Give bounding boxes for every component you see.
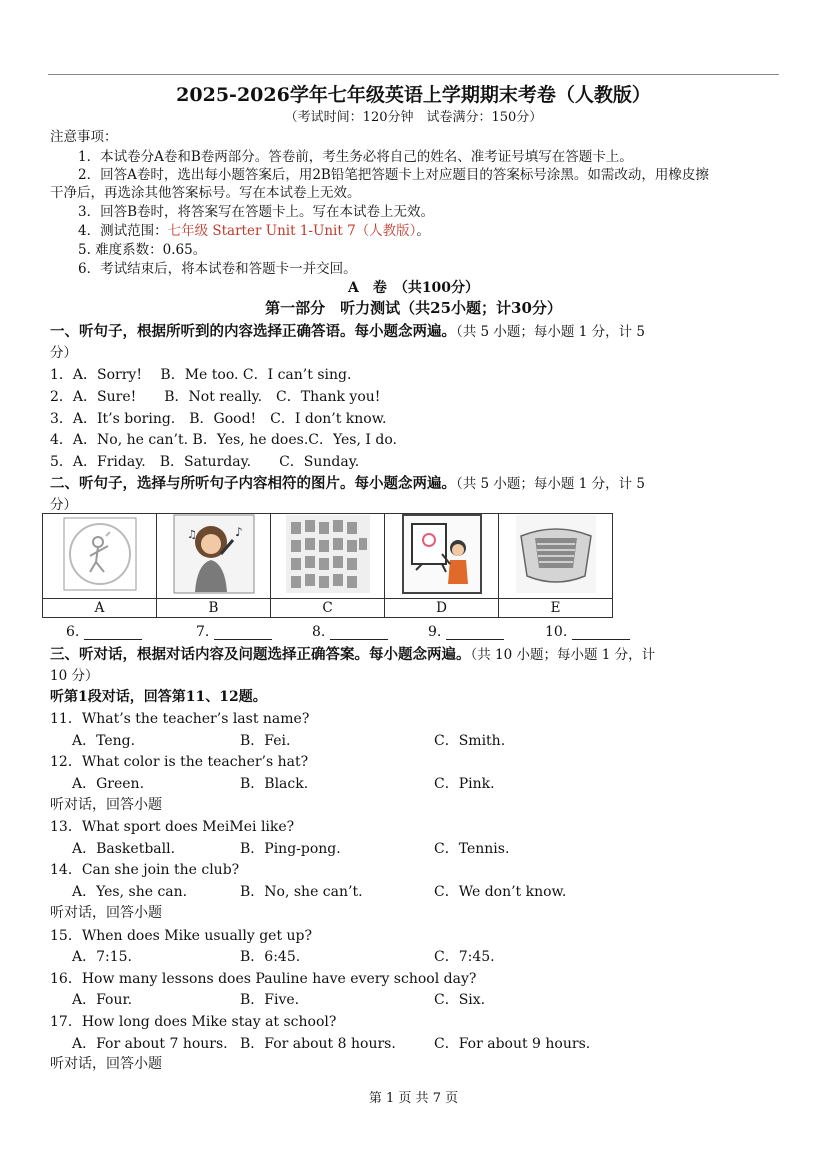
q13-option-b[interactable]: B．Ping-pong. [240,841,341,857]
picture-table [42,513,613,618]
picture-e [499,514,613,599]
q14-option-a[interactable]: A．Yes, she can. [72,884,188,900]
q15-option-b[interactable]: B．6:45. [240,949,301,965]
q11-option-c[interactable]: C．Smith. [434,733,506,749]
listen-heading-b: 听对话，回答小题 [50,905,162,921]
exam-info: （考试时间：120分钟 试卷满分：150分） [284,110,543,125]
answer-blank-10[interactable] [545,624,630,640]
blank-line-7[interactable] [214,625,272,640]
picture-c [271,514,385,599]
volume-a-heading: A 卷 （共100分） [347,280,480,296]
section3-note-cont: 10 分） [50,668,99,684]
q17-option-b[interactable]: B．For about 8 hours. [240,1036,396,1052]
question-14: 14．Can she join the club? [50,862,240,878]
note-4-suffix: 。 [416,223,430,239]
question-2: 2．A．Sure! B．Not really. C．Thank you! [50,389,381,405]
picture-label-c: C [271,599,385,618]
q15-option-c[interactable]: C．7:45. [434,949,495,965]
blank-number-10: 10. [545,624,568,640]
section1-note: （共 5 小题；每小题 1 分，计 5 [456,324,645,340]
blank-line-6[interactable] [84,625,142,640]
notes-heading: 注意事项： [50,129,118,145]
answer-blank-8[interactable] [312,624,388,640]
blank-line-8[interactable] [330,625,388,640]
q11-option-b[interactable]: B．Fei. [240,733,291,749]
question-15: 15．When does Mike usually get up? [50,928,313,944]
drum-icon [515,514,597,594]
q13-option-a[interactable]: A．Basketball. [72,841,176,857]
section3-title-text: 三、听对话，根据对话内容及问题选择正确答案。每小题念两遍。 [50,646,471,663]
q12-option-a[interactable]: A．Green. [72,776,145,792]
q12-option-c[interactable]: C．Pink. [434,776,495,792]
blank-line-10[interactable] [572,625,630,640]
section1-note-cont: 分） [50,345,77,361]
section2-title [50,472,645,493]
part1-heading: 第一部分 听力测试（共25小题；计30分） [265,299,562,317]
blank-number-7: 7. [196,624,210,640]
section3-note: （共 10 小题；每小题 1 分，计 [470,647,656,663]
q14-option-b[interactable]: B．No, she can’t. [240,884,363,900]
note-2a: 2．回答A卷时，选出每小题答案后，用2B铅笔把答题卡上对应题目的答案标号涂黑。如需改动，用橡皮擦 [78,167,709,183]
section1-title-text: 一、听句子，根据所听到的内容选择正确答语。每小题念两遍。 [50,323,456,340]
test-range: 七年级 Starter Unit 1-Unit 7（人教版） [167,223,417,239]
letters-icon [285,514,371,594]
section1-title [50,320,645,341]
header-rule [48,74,779,75]
note-6: 6．考试结束后，将本试卷和答题卡一并交回。 [78,261,357,277]
note-4 [78,219,430,239]
blank-line-9[interactable] [446,625,504,640]
question-12: 12．What color is the teacher’s hat? [50,754,309,770]
q17-option-a[interactable]: A．For about 7 hours. [72,1036,228,1052]
note-2b: 干净后，再选涂其他答案标号。写在本试卷上无效。 [50,185,361,201]
q13-option-c[interactable]: C．Tennis. [434,841,510,857]
painting-icon [402,514,482,594]
q16-option-a[interactable]: A．Four. [72,992,133,1008]
svg-text:♪: ♪ [234,525,243,539]
picture-b [157,514,271,599]
dialog-1-heading: 听第1段对话，回答第11、12题。 [50,689,267,705]
note-5: 5. 难度系数：0.65。 [78,242,207,258]
q17-option-c[interactable]: C．For about 9 hours. [434,1036,591,1052]
section2-note-cont: 分） [50,497,77,513]
question-5: 5．A．Friday. B．Saturday. C．Sunday. [50,454,360,470]
q14-option-c[interactable]: C．We don’t know. [434,884,567,900]
question-17: 17．How long does Mike stay at school? [50,1014,337,1030]
section2-note: （共 5 小题；每小题 1 分，计 5 [456,476,645,492]
question-4: 4．A．No, he can’t. B．Yes, he does.C．Yes, I do. [50,432,397,448]
question-11: 11．What’s the teacher’s last name? [50,711,310,727]
q16-option-b[interactable]: B．Five. [240,992,300,1008]
picture-a [43,514,157,599]
blank-number-6: 6. [66,624,80,640]
note-4-prefix: 4．测试范围： [78,223,168,239]
page-title: 2025-2026学年七年级英语上学期期末考卷（人教版） [176,84,651,106]
question-13: 13．What sport does MeiMei like? [50,819,295,835]
question-3: 3．A．It’s boring. B．Good! C．I don’t know. [50,411,387,427]
blank-number-8: 8. [312,624,326,640]
section3-title [50,643,655,664]
picture-d [385,514,499,599]
q11-option-a[interactable]: A．Teng. [72,733,136,749]
answer-blank-7[interactable] [196,624,272,640]
question-1: 1．A．Sorry! B．Me too. C．I can’t sing. [50,367,352,383]
singer-icon [173,514,255,594]
picture-label-d: D [385,599,499,618]
section2-title-text: 二、听句子，选择与所听句子内容相符的图片。每小题念两遍。 [50,475,456,492]
q16-option-c[interactable]: C．Six. [434,992,486,1008]
answer-blank-6[interactable] [66,624,142,640]
svg-text:♫: ♫ [186,528,197,541]
picture-label-b: B [157,599,271,618]
note-1: 1．本试卷分A卷和B卷两部分。答卷前，考生务必将自己的姓名、准考证号填写在答题卡上。 [78,149,633,165]
question-16: 16．How many lessons does Pauline have every school day? [50,971,477,987]
blank-number-9: 9. [428,624,442,640]
listen-heading-c: 听对话，回答小题 [50,1056,162,1072]
q12-option-b[interactable]: B．Black. [240,776,309,792]
singing-icon [62,516,138,592]
page-number: 第 1 页 共 7 页 [368,1091,459,1106]
picture-label-e: E [499,599,613,618]
picture-label-a: A [43,599,157,618]
q15-option-a[interactable]: A．7:15. [72,949,132,965]
listen-heading-a: 听对话，回答小题 [50,797,162,813]
answer-blank-9[interactable] [428,624,504,640]
note-3: 3．回答B卷时，将答案写在答题卡上。写在本试卷上无效。 [78,204,435,220]
